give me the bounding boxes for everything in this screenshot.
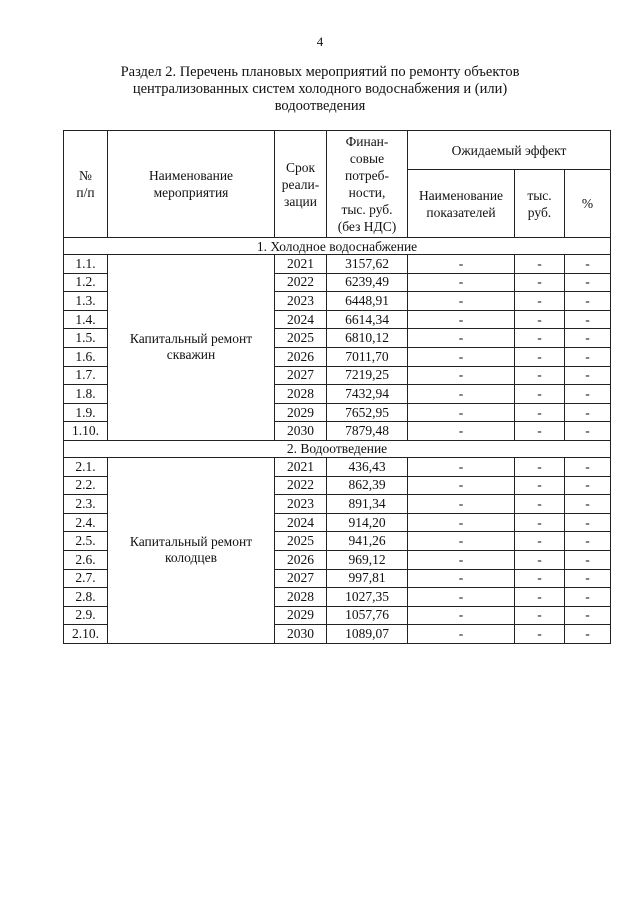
thousand-rub-cell: - — [515, 329, 565, 348]
financial-value: 1027,35 — [327, 588, 408, 607]
year-cell: 2030 — [275, 625, 327, 644]
indicator-cell: - — [408, 403, 515, 422]
year-cell: 2030 — [275, 422, 327, 441]
percent-cell: - — [565, 569, 611, 588]
indicator-cell: - — [408, 606, 515, 625]
row-number: 2.2. — [64, 476, 108, 495]
percent-cell: - — [565, 403, 611, 422]
indicator-cell: - — [408, 329, 515, 348]
indicator-cell: - — [408, 310, 515, 329]
indicator-cell: - — [408, 366, 515, 385]
percent-cell: - — [565, 255, 611, 274]
indicator-cell: - — [408, 550, 515, 569]
section-heading: 1. Холодное водоснабжение — [64, 238, 611, 255]
year-cell: 2023 — [275, 292, 327, 311]
header-indicators: Наименование показателей — [408, 170, 515, 238]
row-number: 1.5. — [64, 329, 108, 348]
thousand-rub-cell: - — [515, 588, 565, 607]
indicator-cell: - — [408, 513, 515, 532]
activities-table — [63, 130, 611, 644]
row-number: 1.10. — [64, 422, 108, 441]
indicator-cell: - — [408, 625, 515, 644]
financial-value: 7011,70 — [327, 347, 408, 366]
percent-cell: - — [565, 329, 611, 348]
year-cell: 2029 — [275, 606, 327, 625]
percent-cell: - — [565, 606, 611, 625]
thousand-rub-cell: - — [515, 569, 565, 588]
percent-cell: - — [565, 513, 611, 532]
section-heading: 2. Водоотведение — [64, 440, 611, 457]
financial-value: 7879,48 — [327, 422, 408, 441]
financial-value: 7219,25 — [327, 366, 408, 385]
percent-cell: - — [565, 347, 611, 366]
year-cell: 2022 — [275, 476, 327, 495]
indicator-cell: - — [408, 422, 515, 441]
thousand-rub-cell: - — [515, 513, 565, 532]
row-number: 2.6. — [64, 550, 108, 569]
financial-value: 862,39 — [327, 476, 408, 495]
row-number: 1.8. — [64, 385, 108, 404]
year-cell: 2024 — [275, 310, 327, 329]
percent-cell: - — [565, 273, 611, 292]
financial-value: 7432,94 — [327, 385, 408, 404]
indicator-cell: - — [408, 347, 515, 366]
financial-value: 891,34 — [327, 495, 408, 514]
table-row — [64, 457, 611, 476]
header-activity-name: Наименование мероприятия — [108, 131, 275, 238]
financial-value: 6614,34 — [327, 310, 408, 329]
year-cell: 2027 — [275, 569, 327, 588]
row-number: 1.1. — [64, 255, 108, 274]
financial-value: 6448,91 — [327, 292, 408, 311]
header-thousand-rub: тыс. руб. — [515, 170, 565, 238]
financial-value: 436,43 — [327, 457, 408, 476]
header-percent: % — [565, 170, 611, 238]
year-cell: 2027 — [275, 366, 327, 385]
year-cell: 2023 — [275, 495, 327, 514]
thousand-rub-cell: - — [515, 403, 565, 422]
thousand-rub-cell: - — [515, 550, 565, 569]
row-number: 2.7. — [64, 569, 108, 588]
table-row — [64, 255, 611, 274]
financial-value: 941,26 — [327, 532, 408, 551]
year-cell: 2022 — [275, 273, 327, 292]
activity-name: Капитальный ремонт колодцев — [108, 457, 275, 643]
activity-name: Капитальный ремонт скважин — [108, 255, 275, 441]
year-cell: 2028 — [275, 588, 327, 607]
indicator-cell: - — [408, 292, 515, 311]
percent-cell: - — [565, 457, 611, 476]
year-cell: 2021 — [275, 255, 327, 274]
financial-value: 3157,62 — [327, 255, 408, 274]
thousand-rub-cell: - — [515, 347, 565, 366]
percent-cell: - — [565, 550, 611, 569]
financial-value: 997,81 — [327, 569, 408, 588]
indicator-cell: - — [408, 569, 515, 588]
indicator-cell: - — [408, 385, 515, 404]
thousand-rub-cell: - — [515, 366, 565, 385]
indicator-cell: - — [408, 476, 515, 495]
indicator-cell: - — [408, 532, 515, 551]
header-term: Срок реали- зации — [275, 131, 327, 238]
year-cell: 2025 — [275, 532, 327, 551]
percent-cell: - — [565, 292, 611, 311]
thousand-rub-cell: - — [515, 476, 565, 495]
financial-value: 969,12 — [327, 550, 408, 569]
thousand-rub-cell: - — [515, 532, 565, 551]
row-number: 2.9. — [64, 606, 108, 625]
percent-cell: - — [565, 422, 611, 441]
year-cell: 2026 — [275, 550, 327, 569]
row-number: 1.2. — [64, 273, 108, 292]
indicator-cell: - — [408, 457, 515, 476]
percent-cell: - — [565, 385, 611, 404]
thousand-rub-cell: - — [515, 625, 565, 644]
financial-value: 6810,12 — [327, 329, 408, 348]
thousand-rub-cell: - — [515, 457, 565, 476]
thousand-rub-cell: - — [515, 292, 565, 311]
percent-cell: - — [565, 495, 611, 514]
row-number: 1.3. — [64, 292, 108, 311]
year-cell: 2029 — [275, 403, 327, 422]
financial-value: 1057,76 — [327, 606, 408, 625]
section-title: Раздел 2. Перечень плановых мероприятий по ремонту объектов централизованных систем холодного водоснабжения и (или) водоотведения — [120, 64, 520, 114]
thousand-rub-cell: - — [515, 606, 565, 625]
percent-cell: - — [565, 532, 611, 551]
year-cell: 2028 — [275, 385, 327, 404]
percent-cell: - — [565, 310, 611, 329]
row-number: 1.6. — [64, 347, 108, 366]
row-number: 1.7. — [64, 366, 108, 385]
percent-cell: - — [565, 588, 611, 607]
row-number: 2.10. — [64, 625, 108, 644]
year-cell: 2024 — [275, 513, 327, 532]
thousand-rub-cell: - — [515, 495, 565, 514]
thousand-rub-cell: - — [515, 310, 565, 329]
header-financial-needs: Финан- совые потреб- ности, тыс. руб. (без НДС) — [327, 131, 408, 238]
row-number: 2.4. — [64, 513, 108, 532]
indicator-cell: - — [408, 255, 515, 274]
row-number: 2.3. — [64, 495, 108, 514]
financial-value: 914,20 — [327, 513, 408, 532]
page-number: 4 — [316, 34, 324, 49]
indicator-cell: - — [408, 495, 515, 514]
row-number: 2.5. — [64, 532, 108, 551]
year-cell: 2025 — [275, 329, 327, 348]
header-expected-effect: Ожидаемый эффект — [408, 131, 611, 170]
financial-value: 6239,49 — [327, 273, 408, 292]
thousand-rub-cell: - — [515, 255, 565, 274]
thousand-rub-cell: - — [515, 385, 565, 404]
financial-value: 1089,07 — [327, 625, 408, 644]
financial-value: 7652,95 — [327, 403, 408, 422]
percent-cell: - — [565, 476, 611, 495]
percent-cell: - — [565, 366, 611, 385]
row-number: 2.1. — [64, 457, 108, 476]
indicator-cell: - — [408, 588, 515, 607]
row-number: 1.4. — [64, 310, 108, 329]
header-number: № п/п — [64, 131, 108, 238]
thousand-rub-cell: - — [515, 273, 565, 292]
thousand-rub-cell: - — [515, 422, 565, 441]
year-cell: 2021 — [275, 457, 327, 476]
percent-cell: - — [565, 625, 611, 644]
year-cell: 2026 — [275, 347, 327, 366]
row-number: 1.9. — [64, 403, 108, 422]
indicator-cell: - — [408, 273, 515, 292]
row-number: 2.8. — [64, 588, 108, 607]
